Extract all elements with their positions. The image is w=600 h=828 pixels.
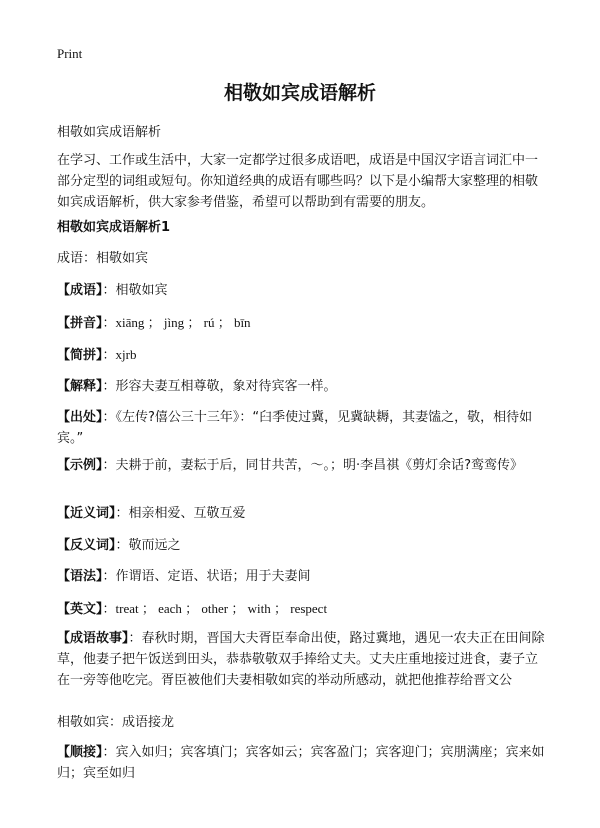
section-heading: 相敬如宾成语解析1 — [57, 220, 171, 235]
field-chain — [57, 742, 547, 784]
page-title: 相敬如宾成语解析 — [223, 82, 376, 104]
field-grammar — [57, 566, 547, 587]
field-value: ：《左传?僖公三十三年》：“臼季使过冀，见冀缺耨，其妻馌之，敬，相待如宾。” — [57, 410, 533, 446]
field-value: ：xiāng ； jìng ； rú ； bīn — [102, 315, 251, 330]
field-source — [57, 407, 547, 449]
field-example — [57, 455, 547, 476]
field-value: ：作谓语、定语、状语；用于夫妻间 — [102, 569, 311, 584]
field-label: 【反义词】 — [57, 538, 116, 553]
field-label: 【示例】 — [57, 458, 103, 473]
field-pinyin — [57, 312, 547, 334]
subtitle: 相敬如宾成语解析 — [57, 125, 162, 140]
idiom-line: 成语：相敬如宾 — [57, 251, 149, 266]
field-label: 【拼音】 — [57, 316, 103, 331]
field-synonym — [57, 503, 547, 524]
field-value: ：treat ； each ； other ； with ； respect — [102, 601, 328, 616]
field-english — [57, 598, 547, 620]
field-label: 【英文】 — [57, 602, 103, 617]
field-value: ：宾入如归；宾客填门；宾客如云；宾客盈门；宾客迎门；宾朋满座；宾来如归；宾至如归 — [57, 745, 545, 781]
field-antonym — [57, 535, 547, 556]
field-label: 【出处】 — [57, 410, 103, 425]
print-link[interactable]: Print — [57, 46, 83, 61]
field-value: ：相亲相爱、互敬互爱 — [115, 506, 246, 521]
field-label: 【语法】 — [57, 569, 103, 584]
field-value: ：春秋时期，晋国大夫胥臣奉命出使，路过冀地，遇见一农夫正在田间除草，他妻子把午饭送到田头，恭恭敬敬双手捧给丈夫。丈夫庄重地接过进食，妻子立在一旁等他吃完。胥臣被他们夫妻相敬如宾的举动所感动，就把他推荐给晋文公 — [57, 631, 545, 688]
field-value: ：敬而远之 — [115, 538, 181, 553]
field-abbrev — [57, 344, 547, 366]
field-label: 【解释】 — [57, 379, 103, 394]
field-story — [57, 628, 547, 691]
field-value: ：xjrb — [102, 347, 137, 362]
field-label: 【简拼】 — [57, 348, 103, 363]
field-label: 【近义词】 — [57, 506, 116, 521]
field-value: ：相敬如宾 — [102, 283, 168, 298]
field-label: 【顺接】 — [57, 745, 103, 760]
chain-title: 相敬如宾：成语接龙 — [57, 715, 175, 730]
field-idiom — [57, 280, 547, 301]
intro-paragraph: 在学习、工作或生活中，大家一定都学过很多成语吧，成语是中国汉字语言词汇中一部分定型的词组或短句。你知道经典的成语有哪些吗？以下是小编帮大家整理的相敬如宾成语解析，供大家参考借鉴，希望可以帮助到有需要的朋友。 — [57, 153, 539, 210]
field-explanation — [57, 376, 547, 397]
field-label: 【成语故事】 — [57, 631, 129, 646]
field-value: ：形容夫妻互相尊敬，象对待宾客一样。 — [102, 379, 337, 394]
field-value: ：夫耕于前，妻耘于后，同甘共苦，～。；明·李昌祺《剪灯余话?鸾鸾传》 — [102, 458, 524, 473]
field-label: 【成语】 — [57, 283, 103, 298]
